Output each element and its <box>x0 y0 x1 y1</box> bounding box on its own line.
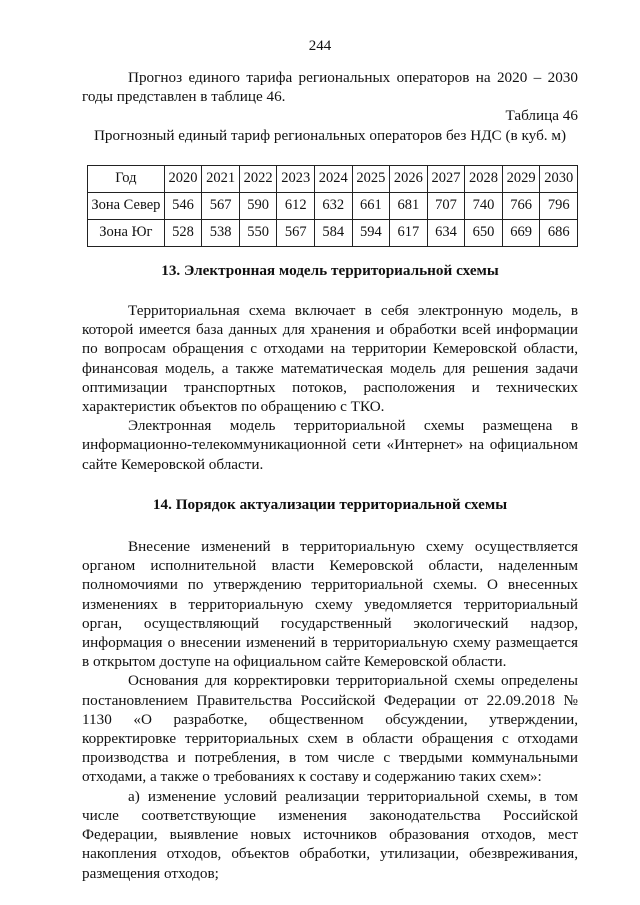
table-cell: Зона Юг <box>88 219 165 246</box>
table-cell: 567 <box>202 192 240 219</box>
table-row <box>88 219 578 246</box>
table-cell: 550 <box>239 219 277 246</box>
table-cell: 612 <box>277 192 315 219</box>
table-row <box>88 192 578 219</box>
table-caption: Прогнозный единый тариф региональных операторов без НДС (в куб. м) <box>93 126 567 144</box>
table-header-cell: 2020 <box>164 165 202 192</box>
table-header-row <box>88 165 578 192</box>
section-14-paragraph-2: Основания для корректировки территориальной схемы определены постановлением Правительства Российской Федерации от 22.09.2018 № 1130 «О разработке, общественном обсуждении, утверждении, корректировке территориальных схем в области обращения с отходами производства и потребления, в том числе с твердыми коммунальными отходами, а также о требованиях к составу и содержанию таких схем»: <box>82 672 578 786</box>
table-header-cell: 2024 <box>315 165 353 192</box>
table-cell: 796 <box>540 192 578 219</box>
section-13-paragraph-1: Территориальная схема включает в себя электронную модель, в которой имеется база данных для хранения и обработки всей информации по вопросам обращения с отходами на территории Кемеровской области, финансовая модель, а также математическая модель для решения задачи оптимизации транспортных потоков, расположения и технических характеристик объектов по обращению с ТКО. <box>82 302 578 416</box>
section-14-paragraph-1: Внесение изменений в территориальную схему осуществляется органом исполнительной власти Кемеровской области, наделенным полномочиями по утверждению территориальной схемы. О внесенных изменениях в территориальную схему уведомляется территориальный орган, осуществляющий государственный экологический надзор, информация о внесении изменений в территориальную схему размещается в открытом доступе на официальном сайте Кемеровской области. <box>82 538 578 671</box>
table-header-cell: 2030 <box>540 165 578 192</box>
table-cell: 538 <box>202 219 240 246</box>
table-cell: 594 <box>352 219 390 246</box>
section-13-paragraph-2: Электронная модель территориальной схемы размещена в информационно-телекоммуникационной сети «Интернет» на официальном сайте Кемеровской области. <box>82 417 578 473</box>
table-cell: 766 <box>502 192 540 219</box>
section-13-heading: 13. Электронная модель территориальной схемы <box>161 261 499 279</box>
table-cell: 567 <box>277 219 315 246</box>
table-cell: 661 <box>352 192 390 219</box>
table-header-cell: 2026 <box>390 165 428 192</box>
table-header-cell: 2027 <box>427 165 465 192</box>
table-cell: 707 <box>427 192 465 219</box>
table-header-cell: 2025 <box>352 165 390 192</box>
table-header-cell: 2029 <box>502 165 540 192</box>
table-cell: 584 <box>315 219 353 246</box>
table-cell: 740 <box>465 192 503 219</box>
table-header-cell: 2028 <box>465 165 503 192</box>
table-cell: 686 <box>540 219 578 246</box>
table-cell: 546 <box>164 192 202 219</box>
table-header-cell: 2023 <box>277 165 315 192</box>
table-cell: 617 <box>390 219 428 246</box>
table-cell: 632 <box>315 192 353 219</box>
table-cell: 590 <box>239 192 277 219</box>
page-number: 244 <box>308 38 332 54</box>
section-14-paragraph-3: а) изменение условий реализации территориальной схемы, в том числе соответствующие изменения законодательства Российской Федерации, выявление новых источников образования отходов, мест накопления отходов, объектов обработки, утилизации, обезвреживания, размещения отходов; <box>82 787 578 882</box>
table-label: Таблица 46 <box>505 107 578 125</box>
intro-paragraph: Прогноз единого тарифа региональных операторов на 2020 – 2030 годы представлен в таблице 46. <box>82 69 578 106</box>
table-cell: 650 <box>465 219 503 246</box>
table-header-cell: Год <box>88 165 165 192</box>
table-cell: Зона Север <box>88 192 165 219</box>
section-14-heading: 14. Порядок актуализации территориальной схемы <box>152 495 508 513</box>
table-cell: 669 <box>502 219 540 246</box>
table-cell: 634 <box>427 219 465 246</box>
page-content <box>82 68 578 883</box>
table-cell: 528 <box>164 219 202 246</box>
table-cell: 681 <box>390 192 428 219</box>
tariff-table <box>87 165 578 247</box>
table-header-cell: 2022 <box>239 165 277 192</box>
table-header-cell: 2021 <box>202 165 240 192</box>
